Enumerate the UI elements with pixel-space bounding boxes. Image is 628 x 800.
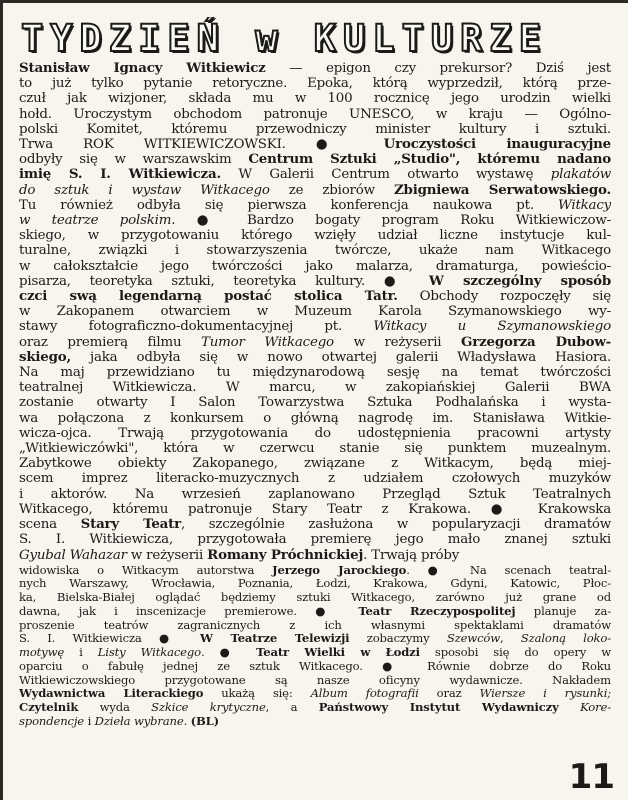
text-line — [19, 456, 611, 471]
article-body — [19, 61, 611, 767]
bold-text: Romany Próchnickiej — [207, 547, 364, 563]
article-lead-block — [19, 61, 611, 563]
article-small-print-block — [19, 564, 611, 729]
text-run: ka, Bielska-Białej oglądać będziemy sztuki Witkacego, zarówno już grane od — [19, 591, 611, 605]
text-line — [19, 548, 611, 563]
italic-text: Witkacy — [558, 197, 611, 213]
italic-text: Szaloną loko- — [520, 632, 611, 646]
text-line — [19, 487, 611, 502]
bold-text: Wydawnictwa Literackiego — [19, 687, 204, 701]
text-run: . ● Bardzo bogaty program Roku Witkiewiczow- — [171, 213, 611, 229]
text-line — [19, 228, 611, 243]
text-run: jaka odbyła się w nowo otwartej galerii Władysława Hasiora. — [70, 349, 611, 365]
bold-text: imię S. I. Witkiewicza. — [19, 167, 221, 183]
text-line — [19, 632, 611, 646]
text-line — [19, 532, 611, 547]
italic-text: spondencje — [19, 714, 85, 728]
text-run: „Witkiewiczówki", która w czerwcu stanie się punktem muzealnym. — [19, 441, 611, 457]
text-run: dawna, jak i inscenizacje premierowe. ● — [19, 604, 359, 618]
bold-text: Grzegorza Dubow- — [461, 334, 611, 350]
text-run: ukażą się: — [203, 687, 311, 701]
text-line — [19, 167, 611, 182]
text-run: polski Komitet, któremu przewodniczy minister kultury i sztuki. — [19, 121, 611, 137]
text-line — [19, 319, 611, 334]
italic-text: do sztuk i wystaw Witkacego — [19, 182, 270, 198]
text-run: wyda — [78, 701, 152, 715]
italic-text: plakatów — [550, 167, 611, 183]
text-run: oraz — [418, 687, 480, 701]
bold-text: Państwowy Instytut Wydawniczy — [318, 701, 559, 715]
text-run: teatralnej Witkiewicza. W marcu, w zakopiańskiej Galerii BWA — [19, 380, 611, 396]
text-run: sposobi się do opery w — [419, 646, 611, 660]
bold-text: Jerzego Jarockiego — [272, 563, 407, 577]
text-line — [19, 687, 611, 701]
text-line — [19, 411, 611, 426]
text-run: Obchody rozpoczęły się — [397, 289, 611, 305]
text-run: Witkiewiczowskiego przygotowane są nasze oficyny wydawnicze. Nakładem — [19, 673, 611, 687]
text-run: odbyły się w warszawskim — [19, 152, 249, 168]
text-line — [19, 107, 611, 122]
text-line — [19, 350, 611, 365]
masthead — [21, 17, 617, 61]
text-run: zostanie otwarty I Salon Towarzystwa Sztuka Podhalańska i wysta- — [19, 395, 611, 411]
text-run: W Galerii Centrum otwarto wystawę — [220, 167, 551, 183]
text-run: stawy fotograficzno-dokumentacyjnej pt. — [19, 319, 374, 335]
italic-text: Album fotografii — [310, 687, 419, 701]
text-line — [19, 471, 611, 486]
text-run: wicza-ojca. Trwają przygotowania do udostępnienia pracowni artysty — [19, 425, 611, 441]
text-run: hołd. Uroczystym obchodom patronuje UNESCO, w kraju — Ogólno- — [19, 106, 611, 122]
text-line — [19, 274, 611, 289]
text-line — [19, 137, 611, 152]
italic-text: motywę — [19, 646, 65, 660]
text-run: planuje za- — [515, 604, 611, 618]
text-line — [19, 591, 611, 605]
text-run: widowiska o Witkacym autorstwa — [19, 563, 273, 577]
text-run: Witkacego, któremu patronuje Stary Teatr z Krakowa. ● Krakowska — [19, 501, 611, 517]
italic-text: Wiersze i rysunki; — [479, 687, 611, 701]
text-run: nych Warszawy, Wrocławia, Poznania, Łodzi, Krakowa, Gdyni, Katowic, Płoc- — [19, 577, 611, 591]
italic-text: Listy Witkacego — [97, 646, 201, 660]
text-line — [19, 715, 611, 729]
text-run: . — [183, 714, 191, 728]
text-run — [559, 701, 580, 714]
text-run: w reżyserii — [333, 334, 461, 350]
text-line — [19, 122, 611, 137]
text-run: turalne, związki i stowarzyszenia twórcze, ukaże nam Witkacego — [19, 243, 611, 259]
text-run: proszenie teatrów zagranicznych z ich własnymi spektaklami dramatów — [19, 618, 611, 632]
text-line — [19, 289, 611, 304]
text-run: pisarza, teoretyka sztuki, teoretyka kultury. ● — [19, 273, 429, 289]
text-line — [19, 564, 611, 578]
text-line — [19, 577, 611, 591]
text-line — [19, 701, 611, 715]
text-line — [19, 304, 611, 319]
text-run: czuł jak wizjoner, składa mu w 100 rocznicę jego urodzin wielki — [19, 91, 611, 107]
text-run: i — [84, 714, 95, 728]
text-line — [19, 380, 611, 395]
text-run: skiego, w przygotowaniu którego wzięły udział liczne instytucje kul- — [19, 228, 611, 244]
italic-text: Witkacy u Szymanowskiego — [373, 319, 611, 335]
text-line — [19, 502, 611, 517]
text-run: . ● Na scenach teatral- — [406, 563, 611, 577]
text-line — [19, 660, 611, 674]
text-line — [19, 61, 611, 76]
bold-text: Stary Teatr — [80, 517, 181, 533]
text-run: S. I. Witkiewicza ● — [19, 632, 201, 646]
text-line — [19, 335, 611, 350]
text-line — [19, 646, 611, 660]
text-run: wa połączona z konkursem o główną nagrodę im. Stanisława Witkie- — [19, 410, 611, 426]
bold-text: Teatr Rzeczypospolitej — [358, 604, 516, 618]
text-run: i aktorów. Na wrzesień zaplanowano Przegląd Sztuk Teatralnych — [19, 486, 611, 502]
text-run: oparciu o fabułę jednej ze sztuk Witkacego. ● Równie dobrze do Roku — [19, 659, 611, 673]
bold-text: Uroczystości inauguracyjne — [383, 137, 611, 153]
bold-text: W szczególny sposób — [428, 273, 611, 289]
text-run: Trwa ROK WITKIEWICZOWSKI. ● — [19, 137, 384, 153]
text-run: , a — [265, 701, 319, 715]
bold-text: Stanisław Ignacy Witkiewicz — [19, 61, 266, 76]
text-line — [19, 183, 611, 198]
text-run: . ● — [201, 646, 257, 660]
italic-text: w teatrze polskim — [19, 213, 172, 229]
text-run: . Trwają próby — [363, 547, 460, 563]
text-run: to już tylko pytanie retoryczne. Epoka, którą wyprzedził, którą prze- — [19, 76, 611, 92]
text-run: scem imprez literacko-muzycznych z udziałem czołowych muzyków — [19, 471, 611, 487]
bold-text: Teatr Wielki w Łodzi — [256, 646, 420, 660]
italic-text: Szkice krytyczne — [151, 701, 266, 715]
text-line — [19, 605, 611, 619]
bold-text: czci swą legendarną postać stolica Tatr. — [19, 289, 398, 305]
italic-text: Szewców — [446, 632, 501, 646]
text-line — [19, 91, 611, 106]
page-number: 11 — [568, 757, 614, 797]
text-run: Na maj przewidziano tu międzynarodową sesję na temat twórczości — [19, 365, 611, 381]
text-run: zobaczymy — [349, 632, 447, 646]
italic-text: Dzieła wybrane — [94, 714, 184, 728]
text-run: S. I. Witkiewicza, przygotowała premierę jego mało znanej sztuki — [19, 532, 611, 548]
text-line — [19, 674, 611, 688]
text-run: , szczególnie zasłużona w popularyzacji dramatów — [180, 517, 611, 533]
text-run: scena — [19, 517, 81, 533]
text-line — [19, 198, 611, 213]
text-line — [19, 152, 611, 167]
text-line — [19, 365, 611, 380]
italic-text: Gyubal Wahazar — [19, 547, 127, 563]
text-line — [19, 213, 611, 228]
text-run: ze zbiorów — [269, 182, 394, 198]
bold-text: Czytelnik — [19, 701, 79, 715]
bold-text: Centrum Sztuki „Studio", któremu nadano — [248, 152, 611, 168]
text-line — [19, 395, 611, 410]
text-run: oraz premierą filmu — [19, 334, 202, 350]
text-run: w całokształcie jego twórczości jako malarza, dramaturga, powieścio- — [19, 258, 611, 274]
text-line — [19, 441, 611, 456]
text-line — [19, 619, 611, 633]
italic-text: Kore- — [580, 701, 611, 715]
section-title: TYDZIEŃ w KULTURZE — [21, 17, 548, 60]
italic-text: Tumor Witkacego — [201, 334, 334, 350]
text-run: , — [500, 632, 521, 646]
text-line — [19, 426, 611, 441]
text-line — [19, 76, 611, 91]
bold-text: skiego, — [19, 349, 71, 365]
bold-text: (BL) — [190, 714, 219, 728]
bold-text: Zbigniewa Serwatowskiego. — [393, 182, 611, 198]
bold-text: W Teatrze Telewizji — [200, 632, 350, 646]
text-run: Tu również odbyła się pierwsza konferencja naukowa pt. — [19, 197, 559, 213]
text-run: Zabytkowe obiekty Zakopanego, związane z Witkacym, będą miej- — [19, 456, 611, 472]
text-line — [19, 517, 611, 532]
text-run: i — [64, 646, 98, 660]
text-line — [19, 259, 611, 274]
text-run: w reżyserii — [126, 547, 208, 563]
text-run: w Zakopanem otwarciem w Muzeum Karola Szymanowskiego wy- — [19, 304, 611, 320]
text-run: — epigon czy prekursor? Dziś jest — [265, 61, 611, 76]
text-line — [19, 243, 611, 258]
